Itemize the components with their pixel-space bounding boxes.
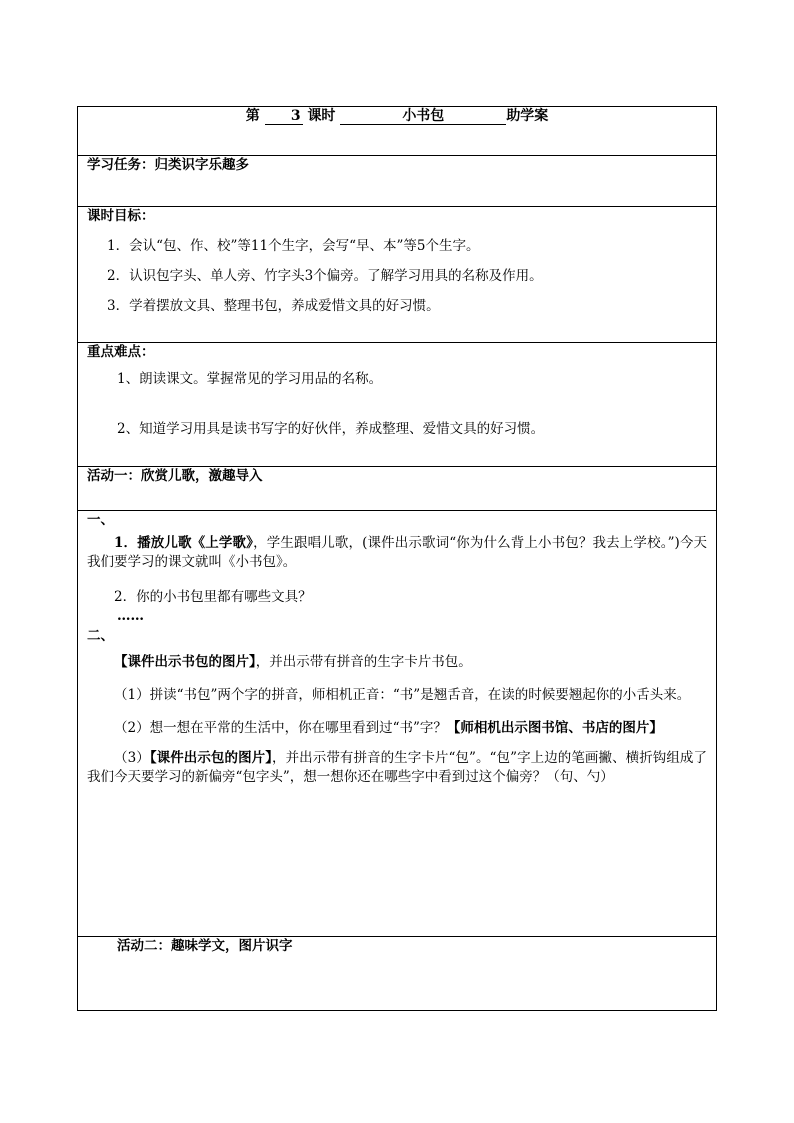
section2-label: 二、 — [87, 628, 114, 644]
lesson-title-blank: 小书包 — [340, 108, 506, 125]
learning-task: 学习任务：归类识字乐趣多 — [87, 157, 249, 173]
activity-body-cell — [78, 511, 717, 937]
key-point-item: 1、朗读课文。掌握常见的学习用品的名称。 — [117, 371, 383, 387]
goals-cell — [78, 207, 717, 343]
section2-step3-bold: 【课件出示包的图片】 — [149, 750, 273, 766]
goal-item: 1．会认“包、作、校”等11个生字，会写“早、本”等5个生字。 — [107, 238, 480, 254]
section1-paragraph — [87, 534, 707, 572]
section2-step2-text: （2）想一想在平常的生活中，你在哪里看到过“书”字？ — [114, 720, 447, 736]
section2-step2 — [87, 719, 707, 738]
goal-item: 3．学着摆放文具、整理书包，养成爱惜文具的好习惯。 — [107, 298, 440, 314]
key-point-item: 2、知道学习用具是读书写字的好伙伴，养成整理、爱惜文具的好习惯。 — [117, 421, 545, 437]
title-cell — [78, 107, 717, 156]
document-title — [246, 108, 549, 124]
activity1-cell — [78, 467, 717, 511]
key-points-heading: 重点难点： — [87, 344, 155, 360]
key-points-cell — [78, 343, 717, 467]
ellipsis: …… — [117, 608, 144, 624]
section2-p1-text: ，并出示带有拼音的生字卡片书包。 — [255, 654, 472, 670]
task-cell — [78, 156, 717, 207]
section1-label: 一、 — [87, 512, 114, 528]
goal-item: 2．认识包字头、单人旁、竹字头3个偏旁。了解学习用具的名称及作用。 — [107, 268, 543, 284]
goals-heading: 课时目标： — [87, 208, 155, 224]
title-lesson-unit: 课时 — [307, 108, 336, 124]
activity2-title: 活动二：趣味学文，图片识字 — [117, 938, 293, 954]
section1-question: 2．你的小书包里都有哪些文具？ — [114, 589, 312, 605]
lesson-plan-table — [77, 106, 717, 1011]
section1-p1-text: ，学生跟唱儿歌，(课件出示歌词“你为什么背上小书包？我去上学校。”)今天我们要学习的课文就叫《小书包》。 — [87, 535, 707, 570]
title-suffix: 助学案 — [506, 108, 549, 124]
section2-step2-bold: 【师相机出示图书馆、书店的图片】 — [446, 720, 663, 736]
section2-p1-bold: 【课件出示书包的图片】 — [114, 654, 256, 670]
activity2-cell — [78, 937, 717, 1011]
title-prefix: 第 — [245, 108, 260, 124]
section2-step1: （1）拼读“书包”两个字的拼音，师相机正音：“书”是翘舌音，在读的时候要翘起你的小舌头来。 — [114, 687, 691, 703]
section2-step3-prefix: （3） — [114, 750, 150, 766]
section2-step3-text: ，并出示带有拼音的生字卡片“包”。“包”字上边的笔画撇、横折钩组成了我们今天要学习的新偏旁“包字头”，想一想你还在哪些字中看到过这个偏旁？（句、勺） — [87, 750, 708, 785]
lesson-number-blank: 3 — [265, 108, 303, 125]
activity1-title: 活动一：欣赏儿歌，激趣导入 — [87, 468, 263, 484]
section2-step3 — [87, 749, 707, 787]
section2-paragraph — [87, 653, 707, 672]
section1-p1-bold: 1．播放儿歌《上学歌》 — [114, 535, 254, 551]
